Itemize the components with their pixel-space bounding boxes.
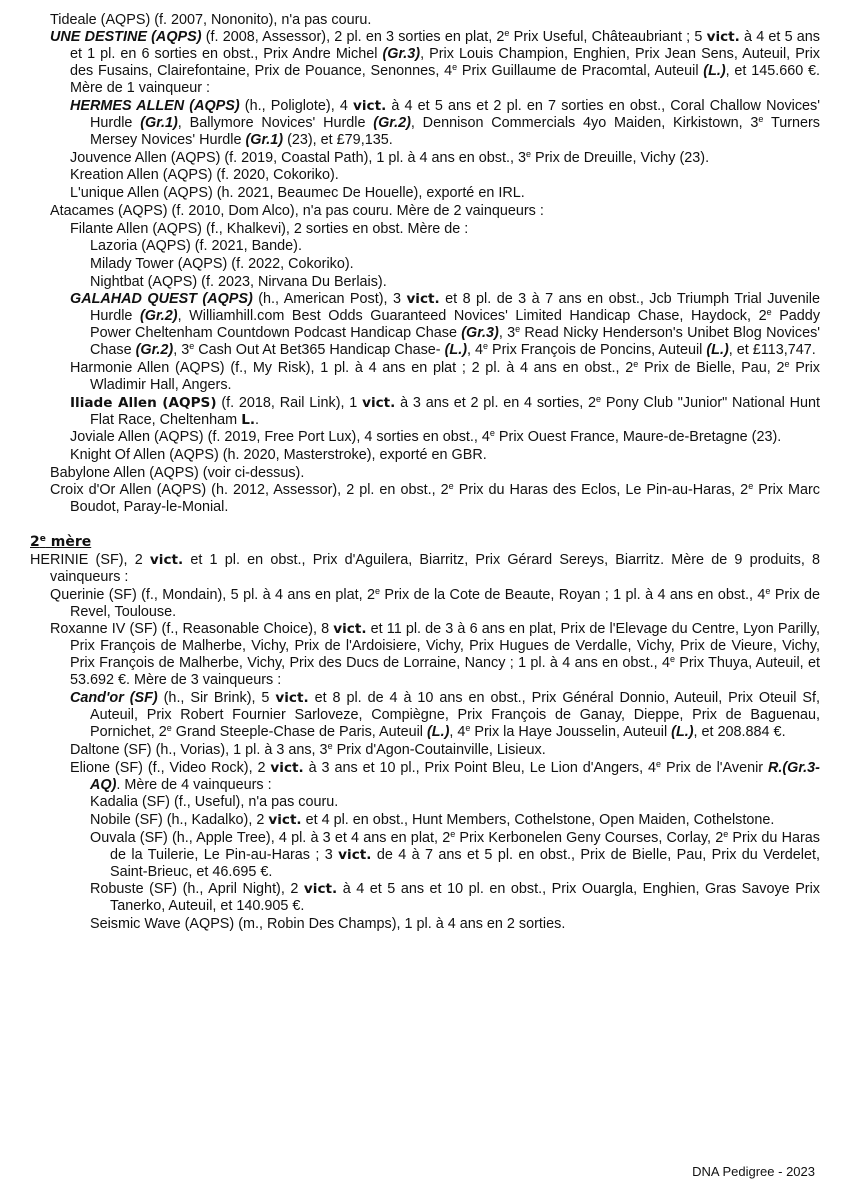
race-grade: (Gr.3) [461, 325, 499, 342]
entry-text: 2 [30, 534, 40, 551]
entry-text: (23), et £79,135. [283, 132, 393, 149]
ordinal-suffix: e [596, 393, 602, 404]
race-grade: (Gr.3) [382, 46, 421, 63]
entry-text: Harmonie Allen (AQPS) (f., My Risk), 1 pl. à 4 ans en plat ; 2 pl. à 4 ans en obst., 2 [70, 359, 634, 376]
pedigree-page [30, 11, 820, 933]
entry-text: et 11 pl. de 3 à 6 ans en plat, Prix de l'Elevage du Centre, Lyon Parilly, Prix François de Malherbe, Vichy, Prix de l'Ardoisiere, Vichy, Prix Hugues de Verdalle, Vichy, Prix de Vieure, Vichy, Prix François de Malherbe, Vichy, Prix des Ducs de Lorraine, Nancy ; 1 pl. à 4 ans en obst., 4 [70, 621, 820, 672]
pedigree-entry [30, 256, 820, 273]
ordinal-suffix: e [515, 324, 521, 335]
entry-text: , 4 [449, 724, 466, 741]
entry-text: Croix d'Or Allen (AQPS) (h. 2012, Assessor), 2 pl. en obst., 2 [50, 482, 449, 499]
entry-text: (h., Sir Brink), 5 [157, 690, 276, 707]
entry-text: Tideale (AQPS) (f. 2007, Nononito), n'a pas couru. [50, 11, 372, 28]
entry-text: Lazoria (AQPS) (f. 2021, Bande). [90, 238, 302, 255]
entry-text: à 3 ans et 2 pl. en 4 sorties, 2 [395, 394, 597, 411]
entry-text: Atacames (AQPS) (f. 2010, Dom Alco), n'a pas couru. Mère de 2 vainqueurs : [50, 202, 544, 219]
entry-text: mère [45, 534, 92, 551]
entry-text: Grand Steeple-Chase de Paris, Auteuil [171, 724, 427, 741]
entry-text: Elione (SF) (f., Video Rock), 2 [70, 759, 271, 776]
entry-text: HERINIE (SF), 2 [30, 552, 150, 569]
pedigree-entry [30, 794, 820, 811]
entry-text: Robuste (SF) (h., April Night), 2 [90, 881, 304, 898]
ordinal-suffix: e [656, 758, 662, 769]
entry-text: Prix Useful, Châteaubriant ; 5 [509, 29, 707, 46]
pedigree-entry [30, 482, 820, 516]
horse-name: GALAHAD QUEST (AQPS) [70, 291, 253, 308]
entry-text: Nobile (SF) (h., Kadalko), 2 [90, 811, 269, 828]
race-grade: (Gr.2) [373, 115, 411, 132]
entry-text: Prix d'Agon-Coutainville, Lisieux. [332, 741, 546, 758]
ordinal-suffix: e [723, 828, 729, 839]
ordinal-suffix: e [465, 723, 471, 734]
pedigree-entry [30, 291, 820, 359]
race-grade: (Gr.1) [140, 115, 178, 132]
entry-text: Turners Mersey Novices' Hurdle [90, 115, 821, 149]
pedigree-entry [30, 552, 820, 586]
entry-text: (h., Poliglote), 4 [239, 98, 353, 115]
ordinal-suffix: e [189, 341, 195, 352]
entry-text: et 8 pl. de 4 à 10 ans en obst., Prix Général Donnio, Auteuil, Prix Oteuil Sf, Auteuil, Prix Robert Fournier Sarloveze, Compiègne, Prix François de Ganay, Dieppe, Prix de Baguenau, Pornichet, 2 [90, 690, 820, 741]
entry-text: et 1 pl. en obst., Prix d'Aguilera, Biarritz, Prix Gérard Sereys, Biarritz. Mère de 9 produits, 8 vainqueurs : [50, 552, 821, 586]
pedigree-entries [30, 12, 820, 933]
bold-text: vict. [270, 759, 304, 776]
pedigree-entry [30, 395, 820, 429]
ordinal-suffix: e [766, 307, 772, 318]
entry-text: Prix la Haye Jousselin, Auteuil [470, 724, 672, 741]
entry-text: Jouvence Allen (AQPS) (f. 2019, Coastal Path), 1 pl. à 4 ans en obst., 3 [70, 149, 526, 166]
ordinal-suffix: e [166, 723, 172, 734]
entry-text: Roxanne IV (SF) (f., Reasonable Choice), 8 [50, 621, 334, 638]
entry-text: (f. 2008, Assessor), 2 pl. en 3 sorties en plat, 2 [201, 29, 505, 46]
entry-text: Paddy Power Cheltenham Countdown Podcast Handicap Chase [90, 308, 821, 342]
bold-text: vict. [275, 690, 309, 707]
race-grade: (Gr.2) [135, 342, 174, 359]
entry-text: à 4 et 5 ans et 2 pl. en 7 sorties en obst., Coral Challow Novices' Hurdle [90, 98, 820, 132]
entry-text: Kreation Allen (AQPS) (f. 2020, Cokoriko). [70, 167, 339, 184]
pedigree-entry [30, 881, 820, 915]
entry-text: , Williamhill.com Best Odds Guaranteed Novices' Limited Handicap Chase, Haydock, 2 [177, 308, 767, 325]
entry-text: , Dennison Commercials 4yo Maiden, Kirkistown, 3 [410, 115, 759, 132]
bold-text: Iliade Allen (AQPS) [70, 394, 217, 411]
pedigree-entry [30, 12, 820, 29]
horse-name: Cand'or (SF) [70, 690, 158, 707]
bold-text: vict. [406, 291, 440, 308]
ordinal-suffix: e [633, 358, 639, 369]
entry-text: Prix de Bielle, Pau, 2 [638, 359, 785, 376]
race-grade: (L.) [427, 724, 450, 741]
ordinal-suffix: e [669, 654, 675, 665]
pedigree-entry [30, 238, 820, 255]
entry-text: Prix du Haras de la Tuilerie, Le Pin-au-Haras ; 3 [110, 829, 820, 863]
entry-text: Cash Out At Bet365 Handicap Chase- [194, 342, 445, 359]
entry-text: Prix Guillaume de Pracomtal, Auteuil [457, 63, 704, 80]
race-grade: (L.) [671, 724, 694, 741]
entry-text: Prix du Haras des Eclos, Le Pin-au-Haras, 2 [453, 482, 749, 499]
bold-text: vict. [149, 552, 184, 569]
entry-text: Prix Ouest France, Maure-de-Bretagne (23). [494, 429, 782, 446]
entry-text: Querinie (SF) (f., Mondain), 5 pl. à 4 ans en plat, 2 [50, 586, 376, 603]
entry-text: et 4 pl. en obst., Hunt Members, Cothelstone, Open Maiden, Cothelstone. [301, 811, 775, 828]
entry-text: Read Nicky Henderson's Unibet Blog Novices' Chase [90, 325, 821, 359]
pedigree-entry [30, 185, 820, 202]
ordinal-suffix: e [504, 28, 510, 39]
entry-text: , 3 [173, 342, 190, 359]
ordinal-suffix: e [327, 740, 333, 751]
entry-text: Prix de la Cote de Beaute, Royan ; 1 pl. à 4 ans en obst., 4 [380, 586, 766, 603]
ordinal-suffix: e [489, 428, 495, 439]
ordinal-suffix: e [448, 481, 454, 492]
bold-text: vict. [268, 811, 302, 828]
page-footer: DNA Pedigree - 2023 [692, 1164, 815, 1179]
ordinal-suffix: e [375, 585, 381, 596]
pedigree-entry [30, 360, 820, 394]
race-grade: (L.) [703, 63, 726, 80]
entry-text: Daltone (SF) (h., Vorias), 1 pl. à 3 ans, 3 [70, 741, 328, 758]
entry-text: Prix de l'Avenir [661, 759, 768, 776]
race-grade: (L.) [706, 342, 729, 359]
bold-text: vict. [706, 29, 740, 46]
ordinal-suffix: e [525, 148, 531, 159]
entry-text: . [255, 411, 260, 428]
entry-text: Pony Club "Junior" National Hunt Flat Race, Cheltenham [90, 394, 820, 428]
entry-text: (f. 2018, Rail Link), 1 [216, 394, 363, 411]
pedigree-entry [30, 916, 820, 933]
entry-text: Prix Wladimir Hall, Angers. [90, 359, 820, 393]
entry-text: Milady Tower (AQPS) (f. 2022, Cokoriko). [90, 255, 354, 272]
bold-text: vict. [362, 394, 396, 411]
entry-text: Prix Kerbonelen Geny Courses, Corlay, 2 [455, 829, 724, 846]
pedigree-entry [30, 447, 820, 464]
race-grade: (L.) [444, 342, 467, 359]
entry-text: , et 208.884 €. [693, 724, 786, 741]
ordinal-suffix: e [450, 828, 456, 839]
entry-text: Prix François de Poncins, Auteuil [488, 342, 707, 359]
ordinal-suffix: e [758, 114, 764, 125]
entry-text: , Ballymore Novices' Hurdle [177, 115, 374, 132]
bold-text: vict. [353, 98, 387, 115]
race-grade: (Gr.2) [140, 308, 178, 325]
pedigree-entry [30, 429, 820, 446]
pedigree-entry [30, 29, 820, 97]
entry-text: à 4 et 5 ans et 1 pl. en 6 sorties en obst., Prix Andre Michel [70, 29, 821, 63]
pedigree-entry [30, 760, 820, 794]
pedigree-entry [30, 690, 820, 741]
entry-text: Nightbat (AQPS) (f. 2023, Nirvana Du Berlais). [90, 273, 387, 290]
entry-text: L'unique Allen (AQPS) (h. 2021, Beaumec De Houelle), exporté en IRL. [70, 185, 525, 202]
entry-text: Prix de Revel, Toulouse. [70, 586, 820, 620]
entry-text: Seismic Wave (AQPS) (m., Robin Des Champs), 1 pl. à 4 ans en 2 sorties. [90, 915, 566, 932]
entry-text: Prix Thuya, Auteuil, et 53.692 €. Mère de 3 vainqueurs : [70, 655, 820, 689]
entry-text: Prix Marc Boudot, Paray-le-Monial. [70, 482, 820, 516]
entry-text: Babylone Allen (AQPS) (voir ci-dessus). [50, 464, 305, 481]
pedigree-entry [30, 812, 820, 829]
pedigree-entry [30, 587, 820, 621]
bold-text: vict. [338, 846, 372, 863]
ordinal-suffix: e [784, 358, 790, 369]
entry-text: , 3 [498, 325, 516, 342]
horse-name: UNE DESTINE (AQPS) [50, 29, 202, 46]
entry-text: Knight Of Allen (AQPS) (h. 2020, Masterstroke), exporté en GBR. [70, 447, 487, 463]
entry-text: , et 145.660 €. Mère de 1 vainqueur : [70, 63, 820, 97]
entry-text: Joviale Allen (AQPS) (f. 2019, Free Port Lux), 4 sorties en obst., 4 [70, 429, 490, 446]
entry-text: de 4 à 7 ans et 5 pl. en obst., Prix de Bielle, Pau, Prix du Verdelet, Saint-Brieuc, et 46.695 €. [110, 846, 820, 880]
ordinal-suffix: e [748, 481, 754, 492]
race-grade: (Gr.1) [245, 132, 284, 149]
pedigree-entry [30, 274, 820, 291]
ordinal-suffix: e [452, 62, 458, 73]
pedigree-entry [30, 621, 820, 689]
pedigree-entry [30, 150, 820, 167]
ordinal-suffix: e [39, 534, 46, 545]
bold-text: L. [241, 411, 256, 428]
entry-text: , et £113,747. [728, 342, 816, 359]
pedigree-entry [30, 742, 820, 759]
bold-text: vict. [333, 621, 367, 638]
section-heading [30, 534, 820, 551]
bold-text: vict. [303, 881, 338, 898]
entry-text: , 4 [466, 342, 483, 359]
pedigree-entry [30, 203, 820, 220]
horse-name: HERMES ALLEN (AQPS) [70, 98, 240, 115]
entry-text: à 3 ans et 10 pl., Prix Point Bleu, Le Lion d'Angers, 4 [303, 759, 657, 776]
pedigree-entry [30, 830, 820, 881]
entry-text: Filante Allen (AQPS) (f., Khalkevi), 2 sorties en obst. Mère de : [70, 220, 469, 237]
entry-text: . Mère de 4 vainqueurs : [116, 776, 272, 793]
entry-text: Prix de Dreuille, Vichy (23). [530, 149, 710, 166]
race-grade: R.(Gr.3-AQ) [90, 759, 820, 793]
pedigree-entry [30, 465, 820, 482]
pedigree-entry [30, 167, 820, 184]
entry-text: et 8 pl. de 3 à 7 ans en obst., Jcb Triumph Trial Juvenile Hurdle [90, 291, 821, 325]
entry-text: (h., American Post), 3 [252, 291, 407, 308]
entry-text: Kadalia (SF) (f., Useful), n'a pas couru. [90, 794, 339, 811]
entry-text: , Prix Louis Champion, Enghien, Prix Jean Sens, Auteuil, Prix des Fusains, Clairefontaine, Prix de Pouance, Senonnes, 4 [70, 46, 820, 80]
ordinal-suffix: e [765, 585, 771, 596]
pedigree-entry [30, 221, 820, 238]
ordinal-suffix: e [482, 341, 488, 352]
entry-text: à 4 et 5 ans et 10 pl. en obst., Prix Ouargla, Enghien, Gras Savoye Prix Tanerko, Auteuil, et 140.905 €. [110, 881, 820, 915]
pedigree-entry [30, 98, 820, 149]
entry-text: Ouvala (SF) (h., Apple Tree), 4 pl. à 3 et 4 ans en plat, 2 [90, 829, 451, 846]
